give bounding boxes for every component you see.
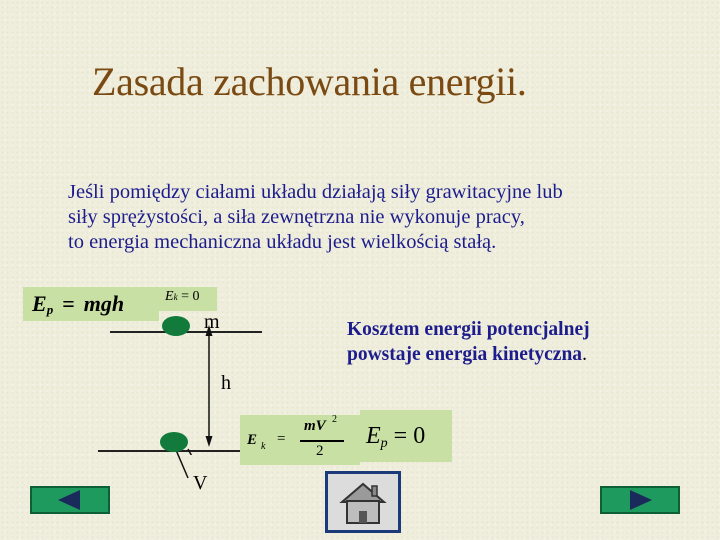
- formula-kinetic-energy: E k = mV 2 2: [240, 415, 360, 465]
- body-line: Jeśli pomiędzy ciałami układu działają siły grawitacyjne lub: [68, 181, 563, 203]
- formula-potential-energy-zero: E p = 0: [360, 410, 452, 462]
- energy-note-period: .: [582, 344, 587, 365]
- height-label: h: [221, 372, 231, 394]
- mass-label: m: [204, 311, 220, 333]
- body-text: [68, 180, 668, 255]
- mass-ball-top: [162, 316, 190, 336]
- energy-note-line: Kosztem energii potencjalnej: [347, 319, 590, 340]
- page-title: Zasada zachowania energii.: [92, 59, 527, 104]
- velocity-label: V: [193, 472, 208, 494]
- formula-potential-energy: E p = mgh: [23, 287, 159, 321]
- next-slide-button[interactable]: [600, 486, 680, 514]
- triangle-right-icon: [602, 488, 678, 512]
- formula-kinetic-energy-zero: Ek = 0: [159, 287, 217, 311]
- triangle-left-icon: [32, 488, 108, 512]
- energy-note: [347, 317, 687, 367]
- house-icon: [328, 474, 398, 530]
- mass-ball-bottom: [160, 432, 188, 452]
- energy-note-line: powstaje energia kinetyczna: [347, 344, 583, 365]
- previous-slide-button[interactable]: [30, 486, 110, 514]
- body-line: siły sprężystości, a siła zewnętrzna nie wykonuje pracy,: [68, 206, 525, 228]
- home-button[interactable]: [325, 471, 401, 533]
- body-line: to energia mechaniczna układu jest wielkością stałą.: [68, 231, 497, 253]
